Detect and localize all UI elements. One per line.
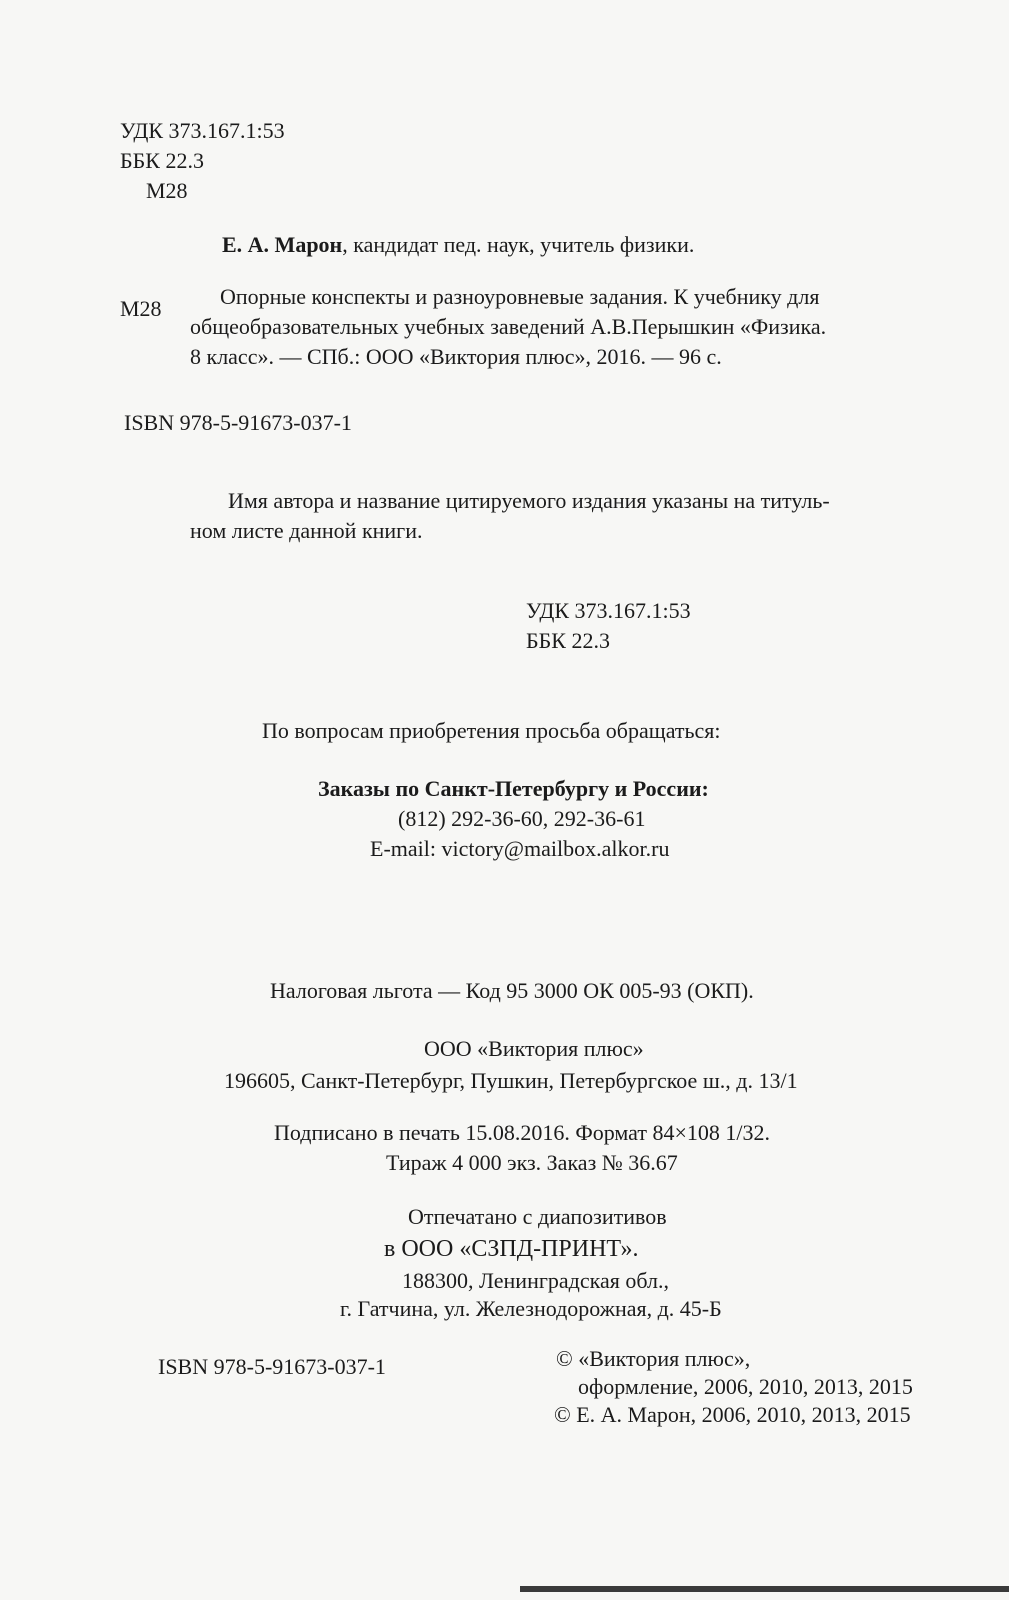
bbk-code: ББК 22.3 [120,148,204,173]
author-mark: М28 [146,178,188,203]
tax-benefit: Налоговая льгота — Код 95 3000 ОК 005-93 (ОКП). [270,978,754,1003]
entry-description [190,282,826,372]
entry-line: Опорные конспекты и разноуровневые задания. К учебнику для [220,284,820,309]
note-line: Имя автора и название цитируемого издания указаны на титуль- [228,488,830,513]
publisher-name: ООО «Виктория плюс» [424,1036,644,1061]
printer-line: Отпечатано с диапозитивов [408,1204,667,1229]
entry-mark: М28 [120,296,162,321]
note-line: ном листе данной книги. [190,518,423,543]
udk-code-mid: УДК 373.167.1:53 [526,598,691,623]
phone-numbers: (812) 292-36-60, 292-36-61 [398,806,646,831]
print-signed: Подписано в печать 15.08.2016. Формат 84×108 1/32. [274,1120,770,1145]
citation-note [190,486,830,546]
printer-line: 188300, Ленинградская обл., [402,1268,669,1293]
email-address: E-mail: victory@mailbox.alkor.ru [370,836,670,861]
publisher-address: 196605, Санкт-Петербург, Пушкин, Петербургское ш., д. 13/1 [224,1068,798,1093]
entry-line: 8 класс». — СПб.: ООО «Виктория плюс», 2016. — 96 с. [190,344,722,369]
copyright-line: © «Виктория плюс», [556,1346,751,1371]
orders-heading: Заказы по Санкт-Петербургу и России: [318,776,709,801]
print-run: Тираж 4 000 экз. Заказ № 36.67 [386,1150,678,1175]
bottom-edge-rule [520,1586,1009,1592]
bbk-code-mid: ББК 22.3 [526,628,610,653]
printer-line: г. Гатчина, ул. Железнодорожная, д. 45-Б [340,1296,722,1321]
copyright-line: оформление, 2006, 2010, 2013, 2015 [578,1374,913,1399]
udk-code: УДК 373.167.1:53 [120,118,285,143]
contact-intro: По вопросам приобретения просьба обращаться: [262,718,721,743]
author-line [222,232,694,258]
entry-line: общеобразовательных учебных заведений А.В.Перышкин «Физика. [190,314,827,339]
author-credentials: , кандидат пед. наук, учитель физики. [342,232,695,257]
copyright-line: © Е. А. Марон, 2006, 2010, 2013, 2015 [554,1402,911,1427]
isbn-bottom: ISBN 978-5-91673-037-1 [158,1354,386,1379]
printer-line: в ООО «СЗПД-ПРИНТ». [384,1236,639,1262]
author-name: Е. А. Марон [222,232,343,257]
isbn-top: ISBN 978-5-91673-037-1 [124,410,352,435]
